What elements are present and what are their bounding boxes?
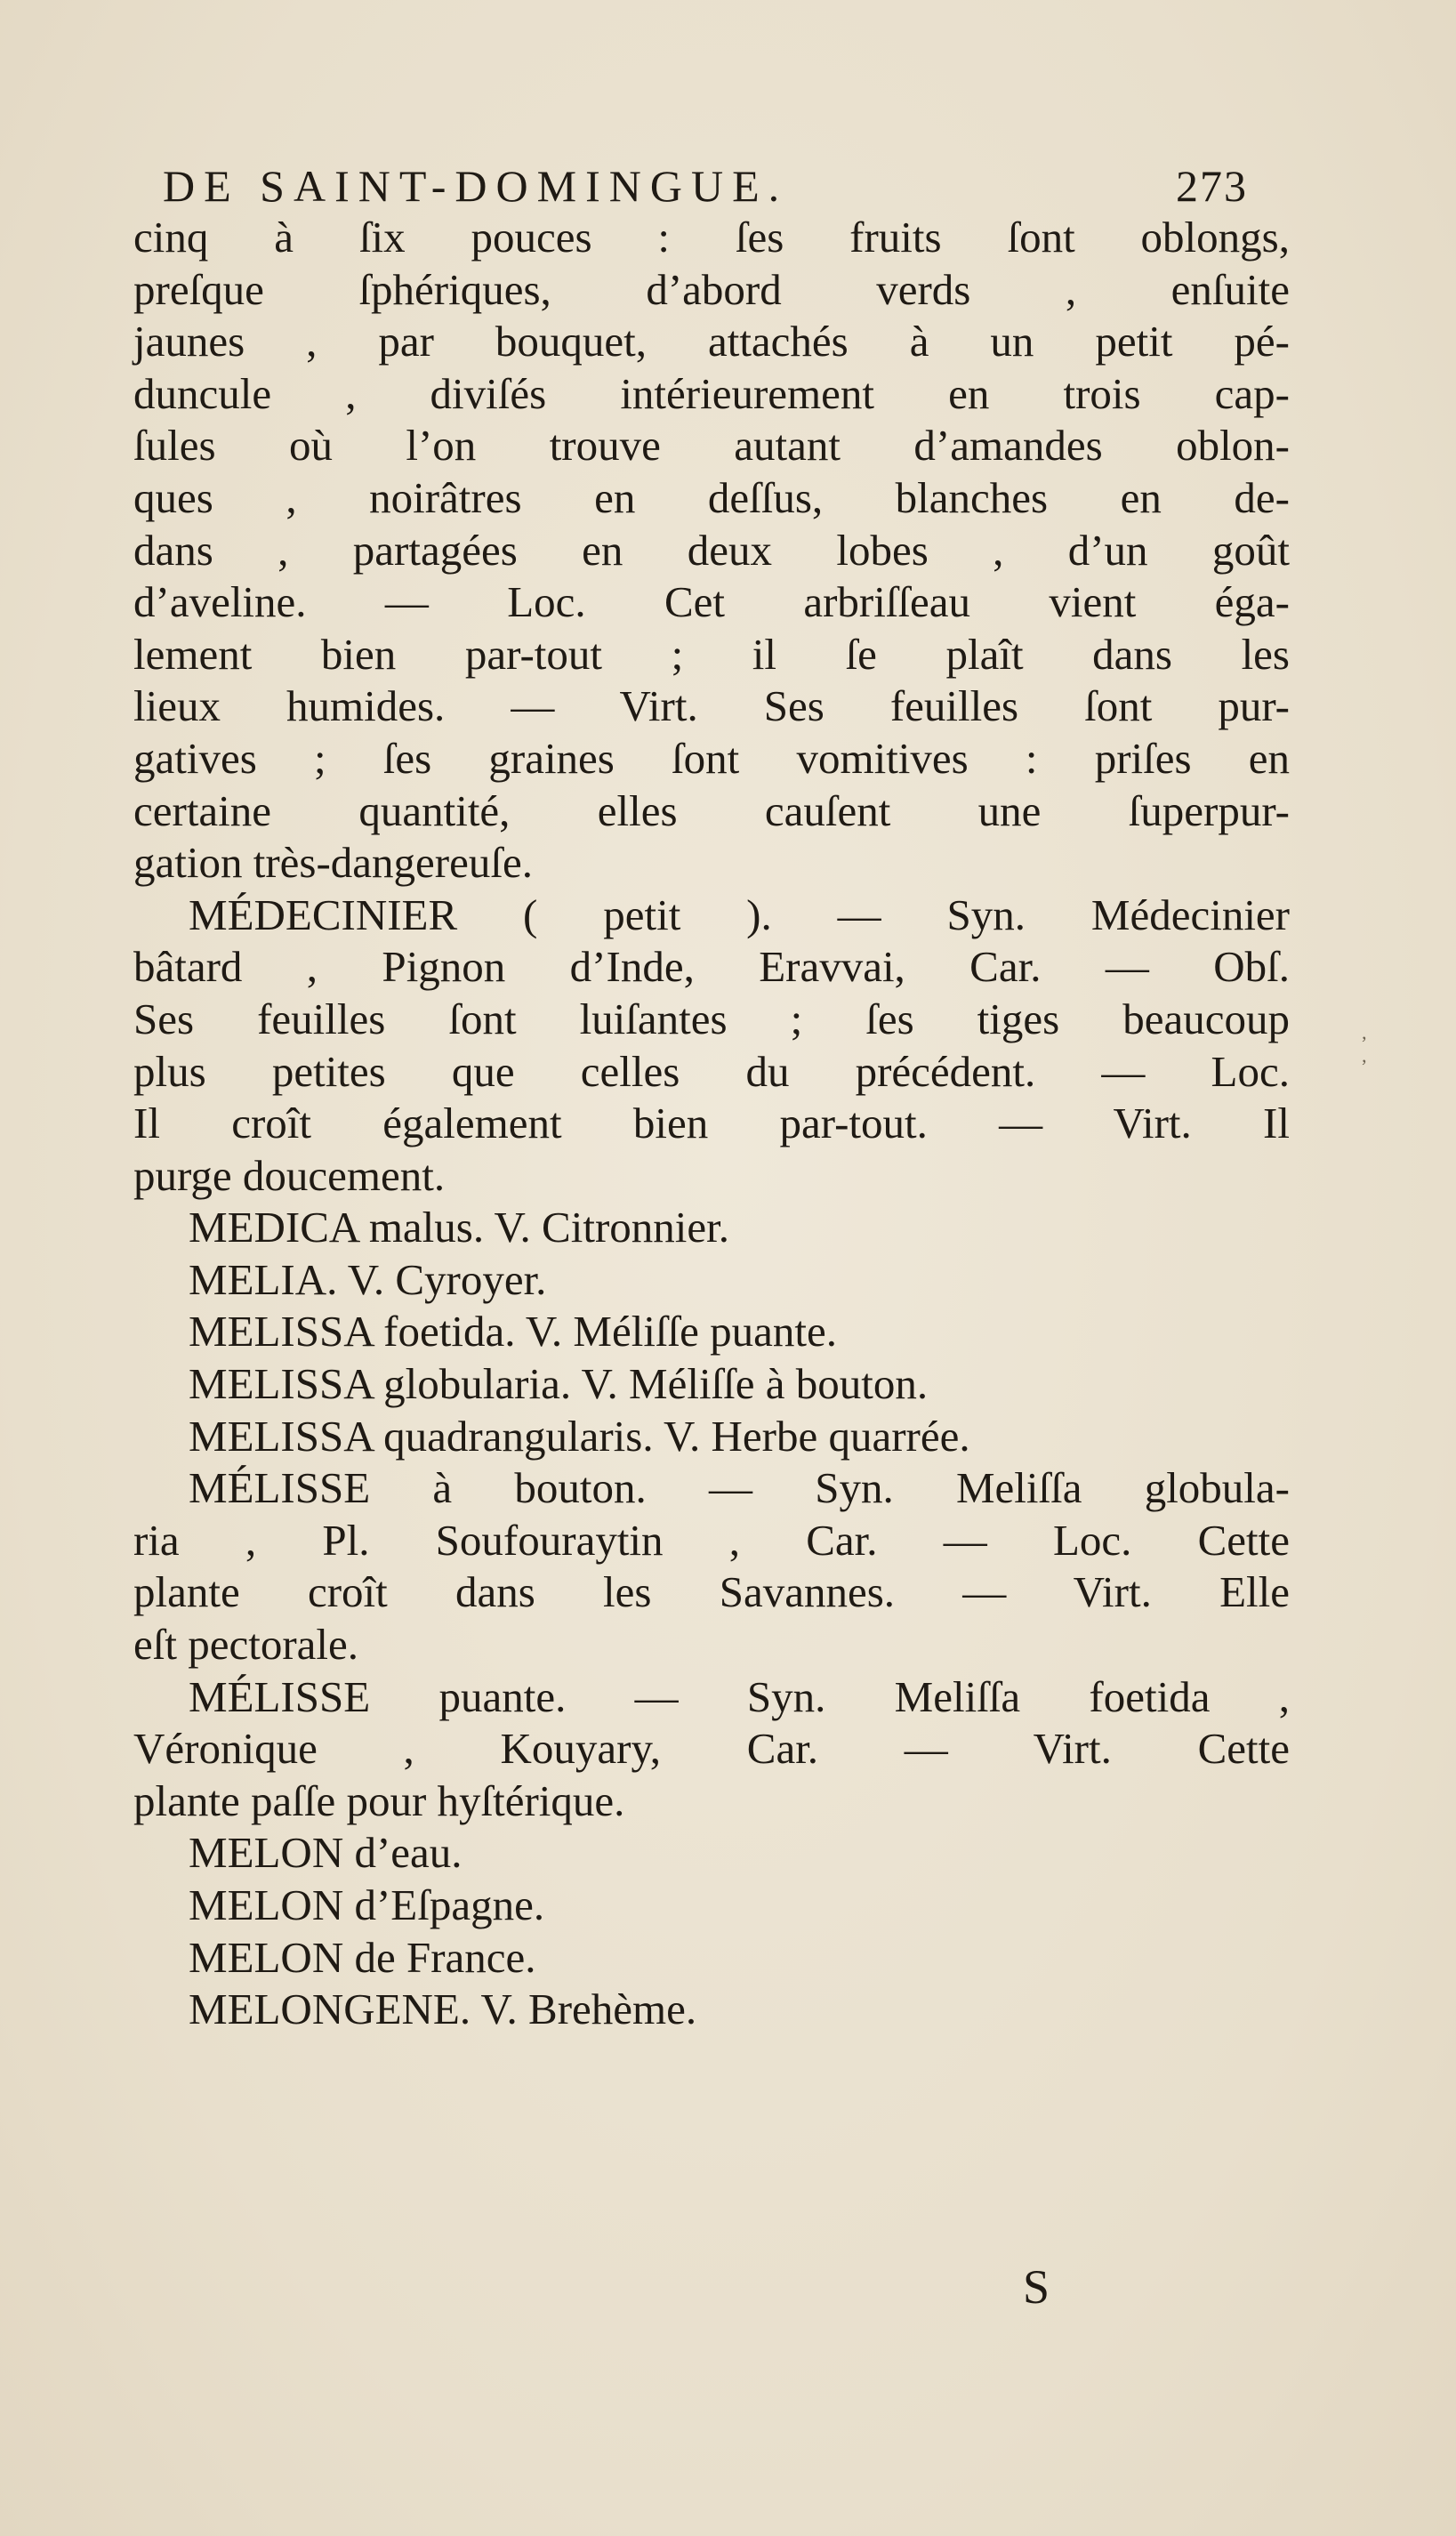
text-line: plante croît dans les Savannes. — Virt. Elle xyxy=(133,1567,1290,1617)
text-line: dans , partagées en deux lobes , d’un goût xyxy=(133,525,1290,575)
text-line: plus petites que celles du précédent. — Loc. xyxy=(133,1046,1290,1096)
entry-line: MELIA. V. Cyroyer. xyxy=(189,1254,547,1304)
entry-line: MÉLISSE puante. — Syn. Meliſſa foetida , xyxy=(189,1671,1290,1721)
text-line: jaunes , par bouquet, attachés à un petit pé- xyxy=(133,317,1290,366)
page-number: 273 xyxy=(1176,161,1248,211)
text-line: Véronique , Kouyary, Car. — Virt. Cette xyxy=(133,1724,1290,1774)
text-line: gatives ; ſes graines ſont vomitives : priſes en xyxy=(133,733,1290,783)
entry-line: MELISSA globularia. V. Méliſſe à bouton. xyxy=(189,1359,929,1409)
text-line: duncule , diviſés intérieurement en trois cap- xyxy=(133,368,1290,418)
text-line: purge doucement. xyxy=(133,1150,446,1200)
text-line: ſules où l’on trouve autant d’amandes oblon- xyxy=(133,421,1290,471)
text-line: d’aveline. — Loc. Cet arbriſſeau vient éga- xyxy=(133,577,1290,627)
running-title: DE SAINT-DOMINGUE. xyxy=(163,161,789,211)
entry-line: MÉLISSE à bouton. — Syn. Meliſſa globula- xyxy=(189,1463,1290,1513)
text-line: plante paſſe pour hyſtérique. xyxy=(133,1775,625,1825)
text-line: certaine quantité, elles cauſent une ſuperpur- xyxy=(133,785,1290,835)
entry-line: MELISSA foetida. V. Méliſſe puante. xyxy=(189,1307,838,1357)
text-line: eſt pectorale. xyxy=(133,1620,359,1670)
entry-line: MELON de France. xyxy=(189,1932,536,1982)
text-line: gation très-dangereuſe. xyxy=(133,838,533,888)
text-line: ques , noirâtres en deſſus, blanches en de- xyxy=(133,472,1290,522)
text-line: Il croît également bien par-tout. — Virt. Il xyxy=(133,1099,1290,1148)
entry-line: MELONGENE. V. Brehème. xyxy=(189,1985,697,2034)
body-text xyxy=(133,212,1290,2036)
entry-line: MELISSA quadrangularis. V. Herbe quarrée. xyxy=(189,1411,970,1461)
text-line: Ses feuilles ſont luiſantes ; ſes tiges beaucoup xyxy=(133,994,1290,1043)
entry-line: MELON d’Eſpagne. xyxy=(189,1880,545,1929)
entry-line: MEDICA malus. V. Citronnier. xyxy=(189,1203,730,1252)
text-line: lieux humides. — Virt. Ses feuilles ſont pur- xyxy=(133,681,1290,731)
signature-mark: S xyxy=(1023,2260,1050,2314)
entry-line: MÉDECINIER ( petit ). — Syn. Médecinier xyxy=(189,890,1290,939)
entry-line: MELON d’eau. xyxy=(189,1828,463,1878)
text-line: bâtard , Pignon d’Inde, Eravvai, Car. — Obſ. xyxy=(133,942,1290,992)
text-line: cinq à ſix pouces : ſes fruits ſont oblongs, xyxy=(133,213,1290,262)
text-line: ria , Pl. Soufouraytin , Car. — Loc. Cette xyxy=(133,1515,1290,1565)
page-specks: ‚ ‚ xyxy=(1361,1021,1395,1067)
text-line: lement bien par-tout ; il ſe plaît dans les xyxy=(133,629,1290,679)
text-line: preſque ſphériques, d’abord verds , enſuite xyxy=(133,264,1290,314)
